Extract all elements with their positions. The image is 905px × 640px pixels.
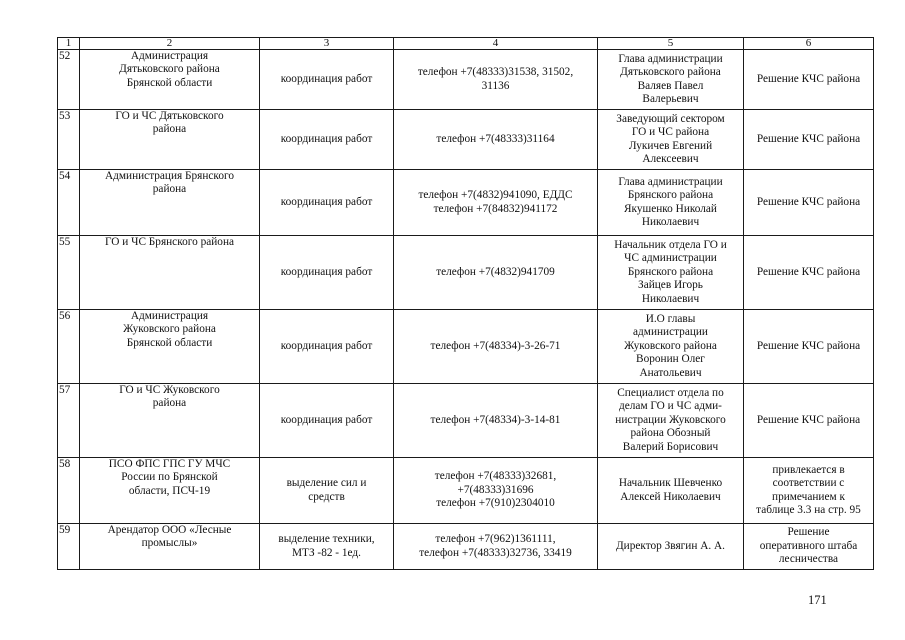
cell-line: Специалист отдела по	[617, 386, 724, 399]
cell-line: администрации	[633, 326, 708, 339]
cell-line: телефон +7(910)2304010	[436, 497, 555, 510]
cell-line: Николаевич	[641, 215, 700, 228]
cell-line: Брянского района	[627, 265, 714, 278]
organization-cell	[80, 310, 260, 384]
cell-line: Валяев Павел	[637, 79, 704, 92]
table-row	[58, 50, 874, 110]
cell-line: Дятьковского района	[620, 66, 721, 79]
cell-line: Глава администрации	[618, 175, 723, 188]
cell-line: Брянской области	[126, 336, 213, 349]
basis-cell	[744, 384, 874, 458]
cell-line: Администрация	[130, 310, 209, 322]
cell-line: промыслы»	[141, 537, 198, 550]
cell-line: И.О главы	[645, 312, 696, 325]
contact-cell	[394, 310, 598, 384]
header-cell-6: 6	[744, 38, 874, 50]
cell-line: района	[152, 397, 187, 410]
cell-line: телефон +7(48333)32736, 33419	[419, 546, 572, 559]
task-cell	[260, 110, 394, 170]
cell-line: Валерьевич	[642, 92, 699, 105]
cell-line: Лукичев Евгений	[628, 139, 713, 152]
cell-line: телефон +7(4832)941709	[436, 265, 555, 278]
cell-line: ЧС администрации	[624, 252, 717, 265]
cell-line: координация работ	[280, 195, 373, 208]
basis-cell	[744, 524, 874, 570]
cell-line: ПСО ФПС ГПС ГУ МЧС	[108, 458, 231, 470]
responsible-person-cell	[598, 170, 744, 236]
row-number-cell: 56	[58, 310, 80, 384]
cell-line: Начальник Шевченко	[618, 477, 723, 490]
header-cell-4: 4	[394, 38, 598, 50]
table-row	[58, 310, 874, 384]
organization-cell	[80, 170, 260, 236]
table-row	[58, 170, 874, 236]
task-cell	[260, 524, 394, 570]
cell-line: Брянской области	[126, 76, 213, 89]
cell-line: Арендатор ООО «Лесные	[107, 524, 232, 536]
cell-line: Зайцев Игорь	[638, 279, 703, 292]
cell-line: 31136	[481, 79, 510, 92]
row-number-cell: 57	[58, 384, 80, 458]
cell-line: Начальник отдела ГО и	[614, 238, 727, 251]
row-number-cell: 59	[58, 524, 80, 570]
cell-line: ГО и ЧС района	[631, 126, 710, 139]
cell-line: делам ГО и ЧС адми-	[619, 400, 722, 413]
cell-line: Анатольевич	[639, 366, 702, 379]
cell-line: Решение КЧС района	[756, 265, 861, 278]
row-number-cell: 54	[58, 170, 80, 236]
cell-line: таблице 3.3 на стр. 95	[756, 503, 861, 516]
cell-line: выделение сил и	[286, 477, 367, 490]
cell-line: Решение	[787, 526, 830, 539]
responsible-person-cell	[598, 236, 744, 310]
cell-line: Николаевич	[641, 292, 700, 305]
row-number-cell: 52	[58, 50, 80, 110]
table-row	[58, 384, 874, 458]
cell-line: Алексеевич	[642, 152, 699, 165]
header-cell-5: 5	[598, 38, 744, 50]
cell-line: Администрация	[130, 50, 209, 62]
cell-line: телефон +7(4832)941090, ЕДДС	[418, 189, 573, 202]
cell-line: Администрация Брянского	[104, 170, 234, 182]
task-cell	[260, 310, 394, 384]
basis-cell	[744, 170, 874, 236]
table-body	[58, 38, 874, 570]
cell-line: координация работ	[280, 72, 373, 85]
task-cell	[260, 384, 394, 458]
basis-cell	[744, 310, 874, 384]
cell-line: нистрации Жуковского	[615, 413, 726, 426]
table-row	[58, 524, 874, 570]
task-cell	[260, 50, 394, 110]
cell-line: координация работ	[280, 265, 373, 278]
cell-line: района	[152, 123, 187, 136]
cell-line: телефон +7(48334)-3-26-71	[430, 339, 561, 352]
cell-line: ГО и ЧС Жуковского	[119, 384, 220, 396]
contact-cell	[394, 236, 598, 310]
contact-cell	[394, 458, 598, 524]
contact-cell	[394, 384, 598, 458]
cell-line: России по Брянской	[121, 471, 218, 484]
cell-line: Алексей Николаевич	[620, 490, 721, 503]
cell-line: ГО и ЧС Дятьковского	[115, 110, 224, 122]
header-row	[58, 38, 874, 50]
cell-line: телефон +7(48333)31538, 31502,	[417, 66, 574, 79]
cell-line: Решение КЧС района	[756, 72, 861, 85]
cell-line: района	[152, 183, 187, 196]
page-number: 171	[808, 593, 827, 607]
cell-line: Жуковского района	[123, 323, 216, 336]
responsible-person-cell	[598, 310, 744, 384]
cell-line: координация работ	[280, 132, 373, 145]
cell-line: Валерий Борисович	[622, 440, 719, 453]
organization-cell	[80, 458, 260, 524]
cell-line: телефон +7(48333)31164	[436, 132, 555, 145]
basis-cell	[744, 458, 874, 524]
cell-line: Решение КЧС района	[756, 413, 861, 426]
cell-line: Директор Звягин А. А.	[615, 539, 726, 552]
basis-cell	[744, 50, 874, 110]
cell-line: Решение КЧС района	[756, 132, 861, 145]
responsible-person-cell	[598, 110, 744, 170]
cell-line: Решение КЧС района	[756, 339, 861, 352]
responsible-person-cell	[598, 50, 744, 110]
contact-cell	[394, 170, 598, 236]
cell-line: соответствии с	[772, 477, 845, 490]
cell-line: Глава администрации	[618, 52, 723, 65]
basis-cell	[744, 110, 874, 170]
row-number-cell: 55	[58, 236, 80, 310]
row-number-cell: 58	[58, 458, 80, 524]
cell-line: Якушенко Николай	[624, 202, 717, 215]
basis-cell	[744, 236, 874, 310]
organization-cell	[80, 384, 260, 458]
header-cell-3: 3	[260, 38, 394, 50]
cell-line: координация работ	[280, 339, 373, 352]
cell-line: телефон +7(48333)32681,	[434, 470, 557, 483]
contact-cell	[394, 110, 598, 170]
task-cell	[260, 458, 394, 524]
responsibility-table	[57, 37, 874, 570]
task-cell	[260, 236, 394, 310]
cell-line: выделение техники,	[278, 533, 375, 546]
cell-line: Дятьковского района	[119, 63, 220, 76]
cell-line: Воронин Олег	[636, 353, 705, 366]
organization-cell	[80, 524, 260, 570]
cell-line: лесничества	[778, 553, 839, 566]
cell-line: координация работ	[280, 413, 373, 426]
cell-line: Решение КЧС района	[756, 195, 861, 208]
cell-line: телефон +7(84832)941172	[433, 202, 558, 215]
header-cell-1: 1	[58, 38, 80, 50]
cell-line: Жуковского района	[624, 339, 717, 352]
cell-line: телефон +7(48334)-3-14-81	[430, 413, 561, 426]
cell-line: Брянского района	[627, 189, 714, 202]
cell-line: +7(48333)31696	[457, 483, 534, 496]
contact-cell	[394, 524, 598, 570]
row-number-cell: 53	[58, 110, 80, 170]
cell-line: телефон +7(962)1361111,	[435, 533, 556, 546]
organization-cell	[80, 236, 260, 310]
table-row	[58, 110, 874, 170]
task-cell	[260, 170, 394, 236]
cell-line: примечанием к	[772, 490, 845, 503]
responsible-person-cell	[598, 384, 744, 458]
table-row	[58, 236, 874, 310]
responsible-person-cell	[598, 458, 744, 524]
header-cell-2: 2	[80, 38, 260, 50]
responsible-person-cell	[598, 524, 744, 570]
cell-line: привлекается в	[772, 463, 845, 476]
cell-line: МТЗ -82 - 1ед.	[292, 546, 361, 559]
cell-line: средств	[308, 490, 345, 503]
cell-line: ГО и ЧС Брянского района	[105, 236, 234, 248]
contact-cell	[394, 50, 598, 110]
organization-cell	[80, 110, 260, 170]
cell-line: Заведующий сектором	[616, 112, 725, 125]
table-row	[58, 458, 874, 524]
cell-line: оперативного штаба	[759, 539, 858, 552]
cell-line: района Обозный	[630, 427, 711, 440]
cell-line: области, ПСЧ-19	[128, 484, 211, 497]
organization-cell	[80, 50, 260, 110]
